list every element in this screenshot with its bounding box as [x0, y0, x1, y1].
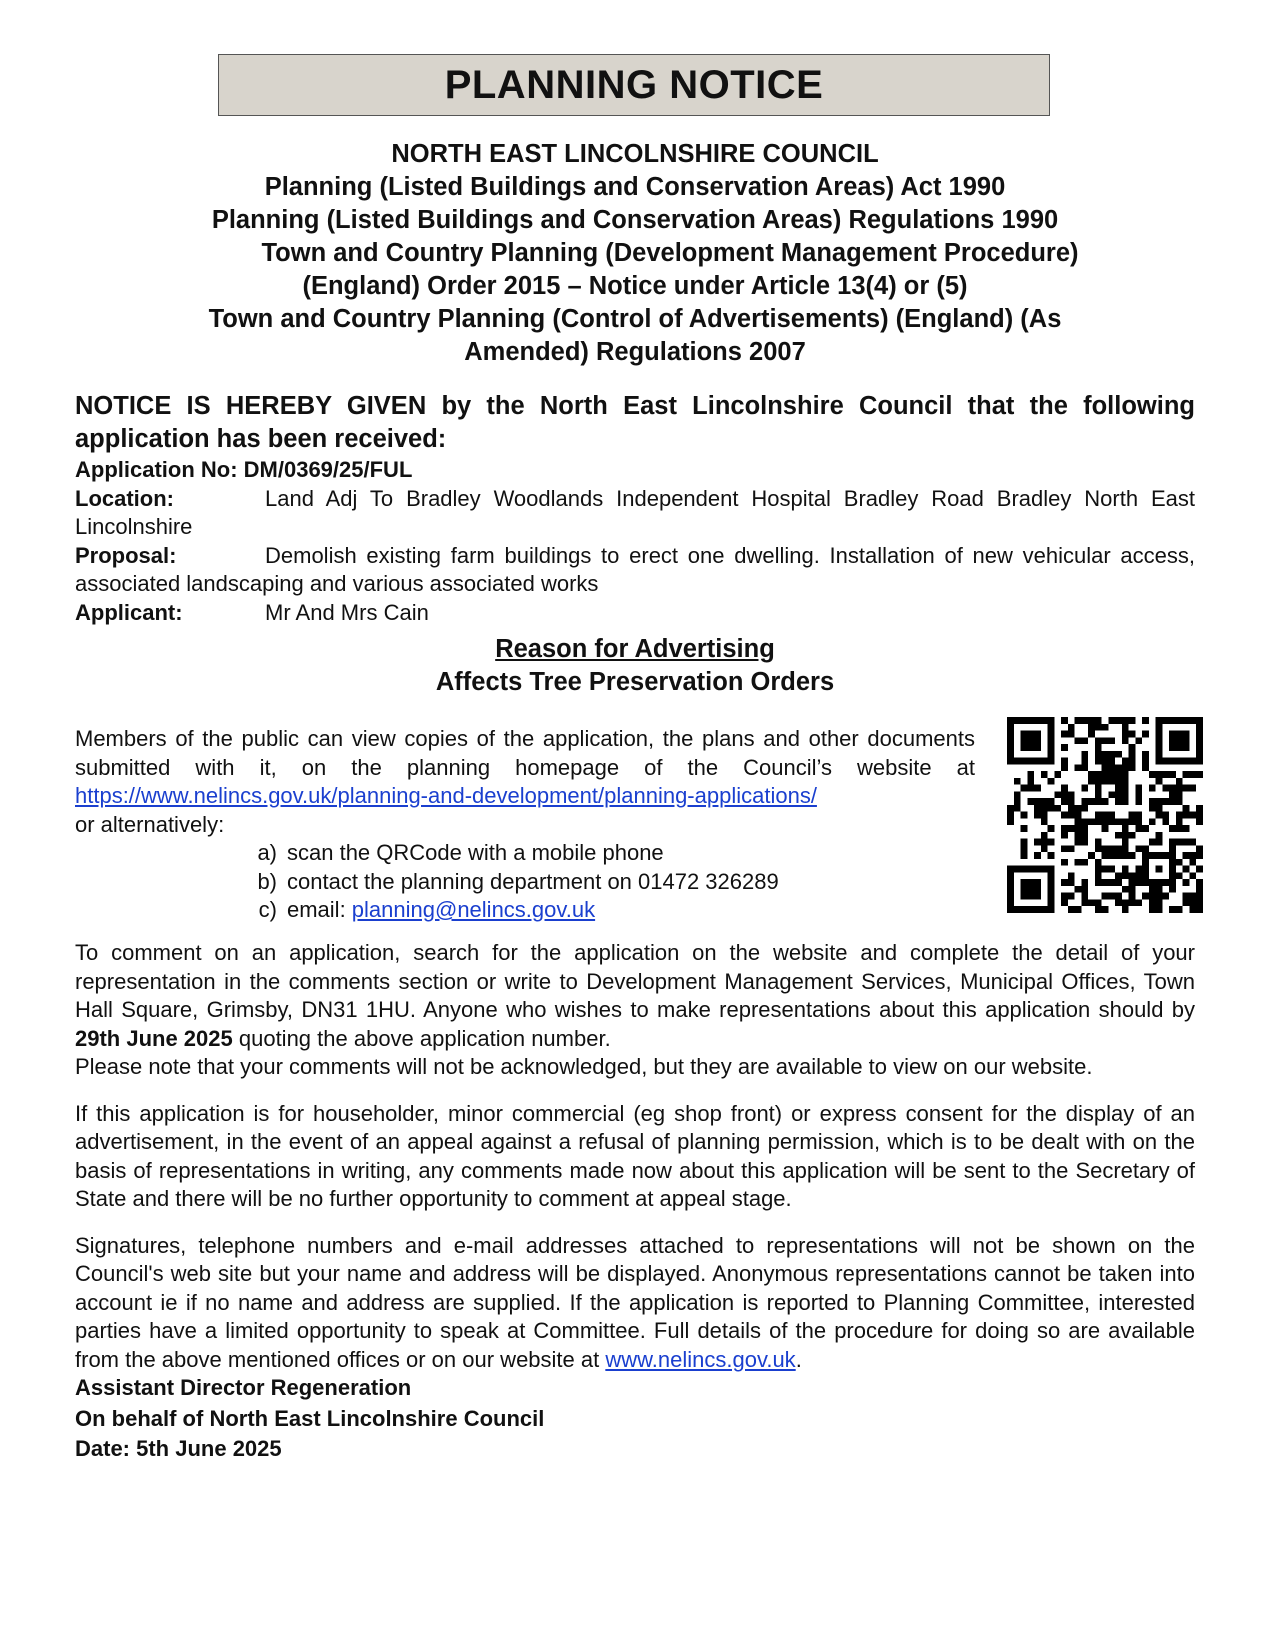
notice-date: Date: 5th June 2025: [75, 1436, 282, 1461]
view-section: [75, 725, 1195, 925]
header-line: Town and Country Planning (Control of Advertisements) (England) (As: [208, 305, 1062, 333]
proposal-value: Demolish existing farm buildings to erect one dwelling. Installation of new vehicular access, associated landscaping and various associated works: [75, 542, 1195, 596]
list-item: a) scan the QRCode with a mobile phone: [257, 840, 664, 865]
applicant-field: [75, 599, 1195, 628]
location-field: [75, 485, 1195, 542]
location-value: Land Adj To Bradley Woodlands Independent Hospital Bradley Road Bradley North East Lincolnshire: [75, 485, 1195, 539]
comment-paragraph: To comment on an application, search for the application on the website and complete the detail of your representation in the comments section or write to Development Management Services, Municipal Offices, Town Hall Square, Grimsby, DN31 1HU. Anyone who wishes to make representations about this application should by 29th June 2025 quoting the above application number.: [75, 940, 1195, 1051]
qr-code-icon[interactable]: [1007, 717, 1203, 913]
applicant-label: Applicant:: [75, 599, 183, 625]
legislation-header: [120, 138, 1150, 369]
signatures-paragraph: Signatures, telephone numbers and e-mail addresses attached to representations will not be shown on the Council's web site but your name and address will be displayed. Anonymous representations cannot be taken into account ie if no name and address are supplied. If the application is reported to Planning Committee, interested parties have a limited opportunity to speak at Committee. Full details of the procedure for doing so are available from the above mentioned offices or on our website at www.nelincs.gov.uk.: [75, 1232, 1195, 1372]
alternatively-text: or alternatively:: [75, 811, 225, 837]
page-title: PLANNING NOTICE: [218, 54, 1050, 116]
proposal-field: [75, 542, 1195, 599]
reason-text: Affects Tree Preservation Orders: [435, 668, 835, 696]
email-link[interactable]: planning@nelincs.gov.uk: [351, 897, 596, 922]
header-line: Planning (Listed Buildings and Conservation Areas) Act 1990: [264, 173, 1006, 201]
location-label: Location:: [75, 485, 174, 511]
list-item: b) contact the planning department on 01472 326289: [257, 868, 779, 894]
list-item: c) email: planning@nelincs.gov.uk: [258, 897, 596, 922]
signature-block: [75, 1374, 1195, 1464]
header-line: Amended) Regulations 2007: [464, 338, 806, 366]
header-line: (England) Order 2015 – Notice under Article 13(4) or (5): [302, 272, 968, 300]
view-text: Members of the public can view copies of the application, the plans and other documents submitted with it, on the planning homepage of the Council’s website at https://www.nelincs.gov.uk/planning-and-development/planning-applications/ or alternatively: a) scan the QRCode with a mobile phone b) contact the planning department on 01472 326289 c) email: planning@nelincs.gov.uk: [75, 725, 975, 925]
proposal-label: Proposal:: [75, 542, 177, 568]
reason-heading: Reason for Advertising: [495, 635, 775, 663]
planning-url-link[interactable]: https://www.nelincs.gov.uk/planning-and-development/planning-applications/: [75, 783, 817, 808]
notice-body: [75, 390, 1195, 1464]
notice-intro: NOTICE IS HEREBY GIVEN by the North East Lincolnshire Council that the following application has been received:: [75, 392, 1195, 453]
contact-options: [75, 839, 975, 925]
applicant-value: Mr And Mrs Cain: [265, 599, 429, 625]
signatory-role: Assistant Director Regeneration: [75, 1375, 412, 1400]
acknowledgement-note: Please note that your comments will not be acknowledged, but they are available to view on our website.: [75, 1054, 1093, 1079]
appeal-paragraph: If this application is for householder, minor commercial (eg shop front) or express consent for the display of an advertisement, in the event of an appeal against a refusal of planning permission, which is to be dealt with on the basis of representations in writing, any comments made now about this application will be sent to the Secretary of State and there will be no further opportunity to comment at appeal stage.: [75, 1100, 1195, 1211]
website-link[interactable]: www.nelincs.gov.uk: [605, 1346, 796, 1372]
deadline-date: 29th June 2025: [75, 1025, 233, 1051]
header-line: Planning (Listed Buildings and Conservation Areas) Regulations 1990: [211, 206, 1059, 234]
council-name: NORTH EAST LINCOLNSHIRE COUNCIL: [391, 140, 879, 168]
header-line: Town and Country Planning (Development Management Procedure): [261, 239, 1079, 267]
signatory-behalf: On behalf of North East Lincolnshire Council: [75, 1405, 545, 1431]
application-number: Application No: DM/0369/25/FUL: [75, 457, 413, 482]
